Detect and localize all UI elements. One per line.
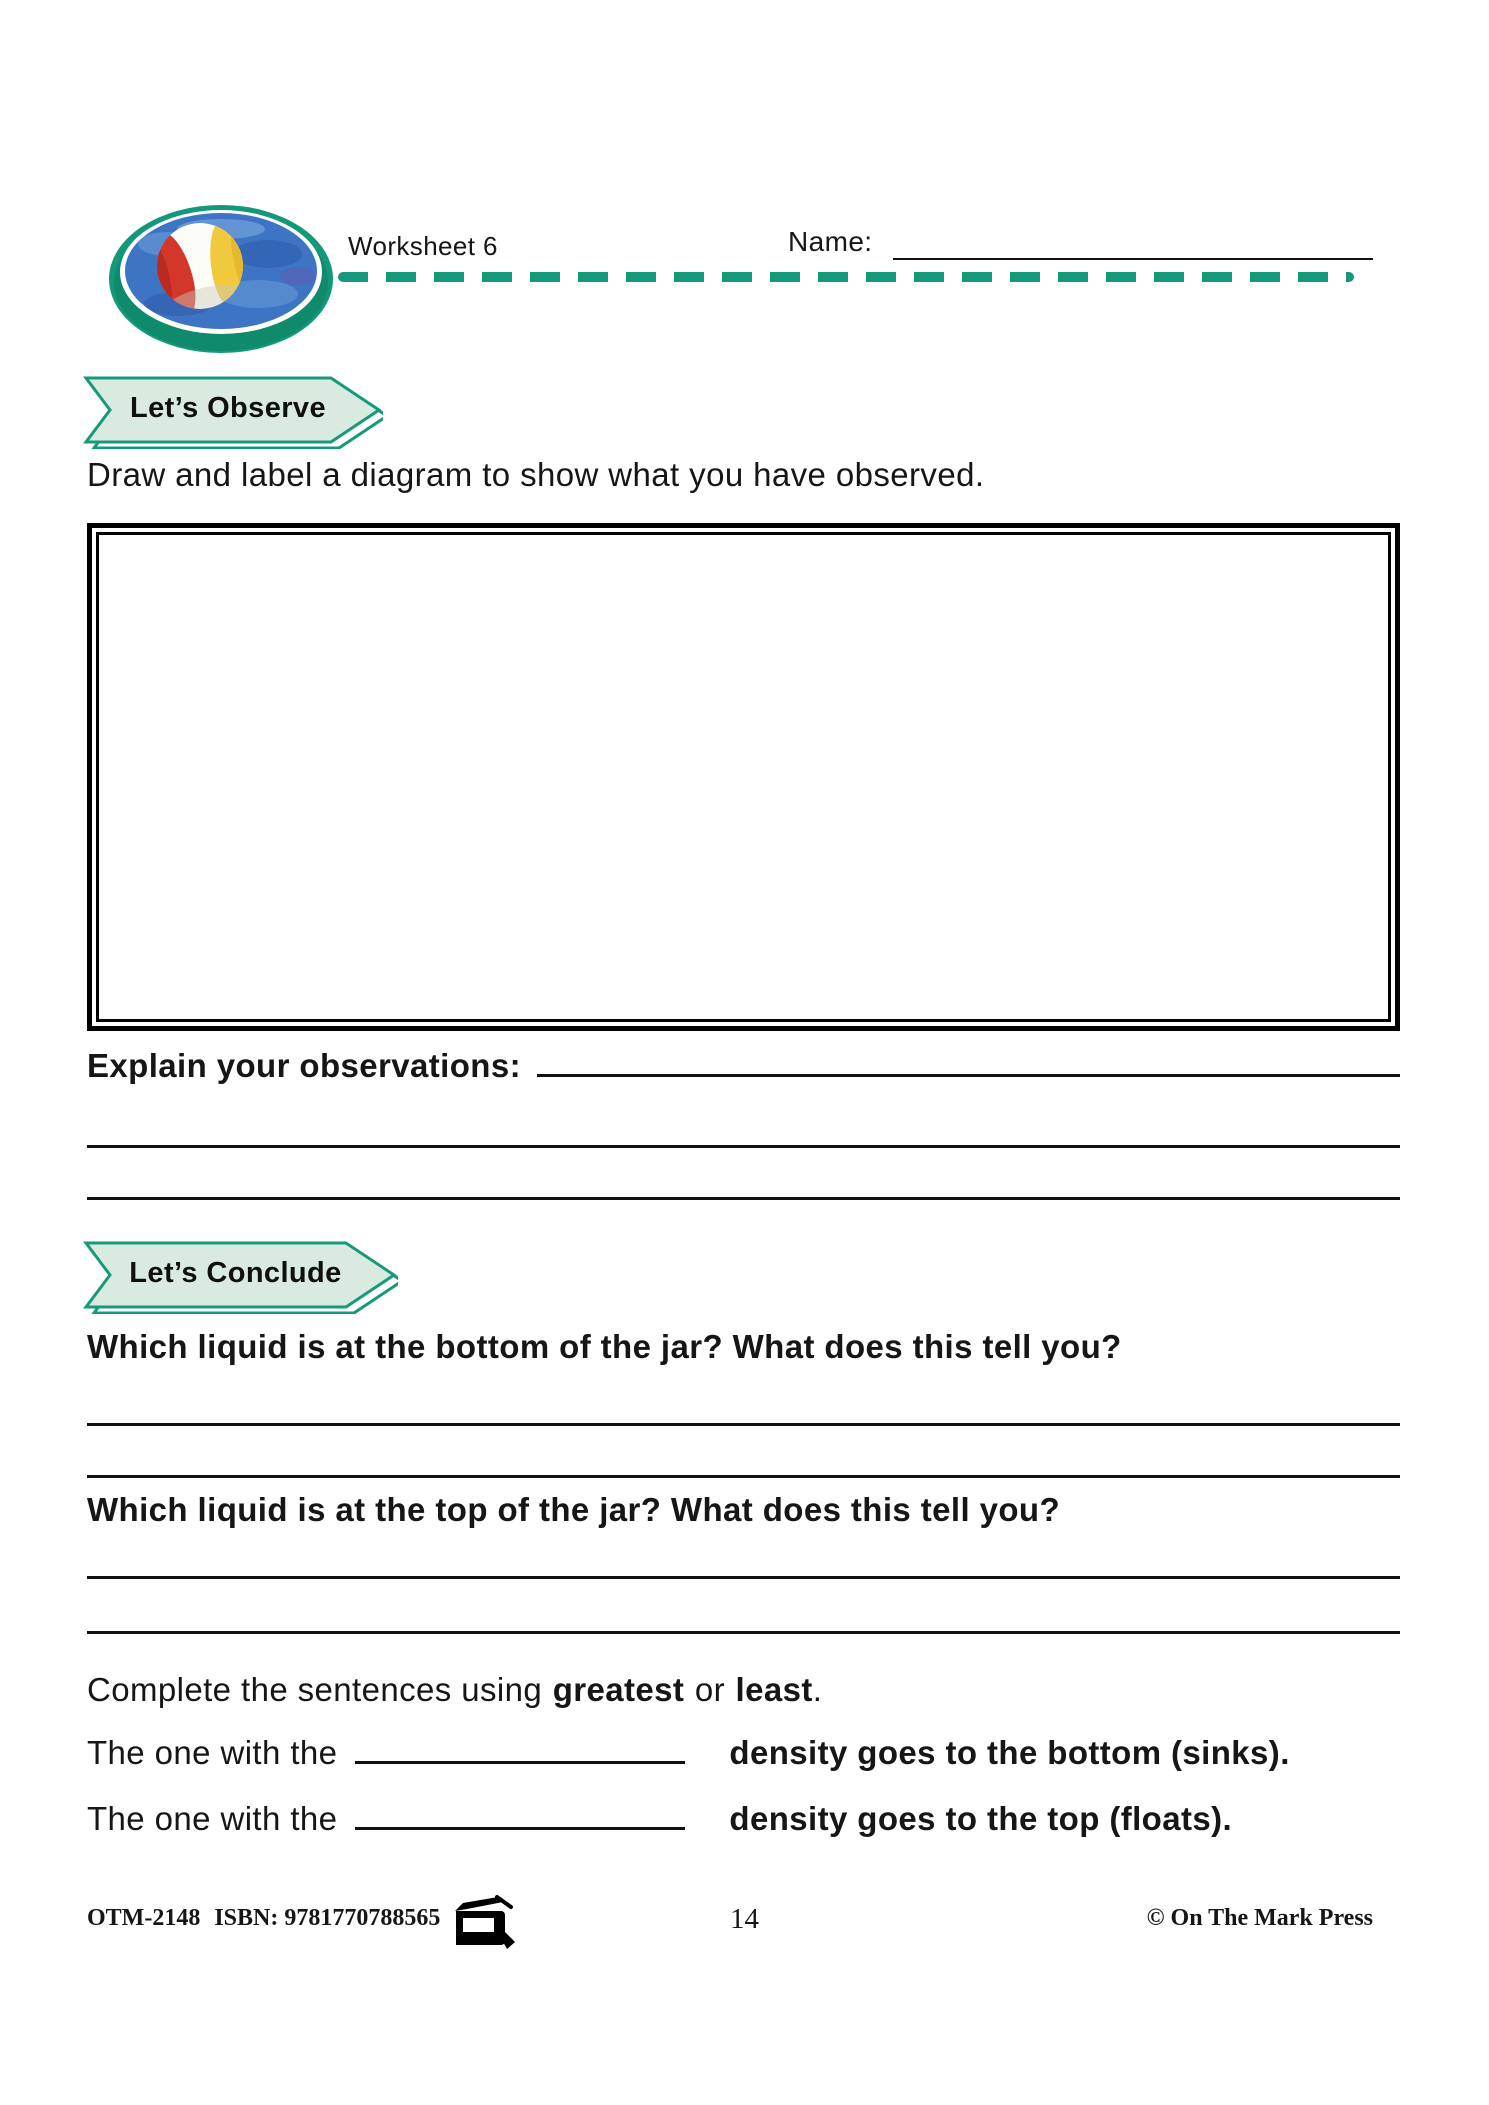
drawing-area[interactable] xyxy=(87,523,1400,1031)
worksheet-number-label: Worksheet 6 xyxy=(348,231,498,261)
draw-instruction: Draw and label a diagram to show what you have observed. xyxy=(87,456,985,493)
complete-prefix: Complete the sentences using xyxy=(87,1671,543,1708)
explain-answer-line-3[interactable] xyxy=(87,1197,1400,1200)
fill-sentence-floats xyxy=(87,1799,1400,1843)
question-bottom-liquid: Which liquid is at the bottom of the jar? What does this tell you? xyxy=(87,1328,1122,1365)
period: . xyxy=(812,1671,823,1708)
word-or: or xyxy=(694,1671,725,1708)
beach-ball-pool-logo-svg xyxy=(108,204,334,354)
page-number: 14 xyxy=(730,1903,759,1935)
explain-row xyxy=(87,1046,1400,1090)
word-least: least xyxy=(735,1671,813,1708)
lets-observe-banner xyxy=(83,375,383,445)
question-bottom-answer-line-2[interactable] xyxy=(87,1475,1400,1478)
question-top-liquid: Which liquid is at the top of the jar? What does this tell you? xyxy=(87,1491,1061,1528)
explain-answer-line-1[interactable] xyxy=(537,1074,1400,1077)
density-blank-floats[interactable] xyxy=(355,1827,685,1830)
density-blank-sinks[interactable] xyxy=(355,1761,685,1764)
dashed-divider xyxy=(338,272,1354,282)
lets-conclude-banner-label: Let’s Conclude xyxy=(129,1256,342,1289)
sentence-prefix: The one with the xyxy=(87,1800,338,1837)
question-bottom-answer-line-1[interactable] xyxy=(87,1423,1400,1426)
question-top-answer-line-1[interactable] xyxy=(87,1576,1400,1579)
name-write-line[interactable] xyxy=(893,228,1373,260)
isbn: ISBN: 9781770788565 xyxy=(214,1905,441,1931)
drawing-area-inner[interactable] xyxy=(96,532,1391,1022)
sentence-suffix-sinks: density goes to the bottom (sinks). xyxy=(729,1734,1290,1771)
explain-answer-line-2[interactable] xyxy=(87,1145,1400,1148)
product-code: OTM-2148 xyxy=(87,1905,201,1931)
sentence-prefix: The one with the xyxy=(87,1734,338,1771)
lets-observe-banner-label: Let’s Observe xyxy=(130,391,326,424)
beach-ball-pool-logo-icon xyxy=(108,204,334,354)
lets-conclude-banner xyxy=(83,1240,398,1310)
sentence-suffix-floats: density goes to the top (floats). xyxy=(729,1800,1233,1837)
word-greatest: greatest xyxy=(552,1671,685,1708)
complete-sentences-instruction xyxy=(87,1670,822,1710)
explain-label: Explain your observations: xyxy=(87,1047,522,1084)
name-label: Name: xyxy=(788,226,873,257)
fill-sentence-sinks xyxy=(87,1733,1400,1777)
footer-copyright: © On The Mark Press xyxy=(1146,1905,1373,1931)
question-top-answer-line-2[interactable] xyxy=(87,1631,1400,1634)
